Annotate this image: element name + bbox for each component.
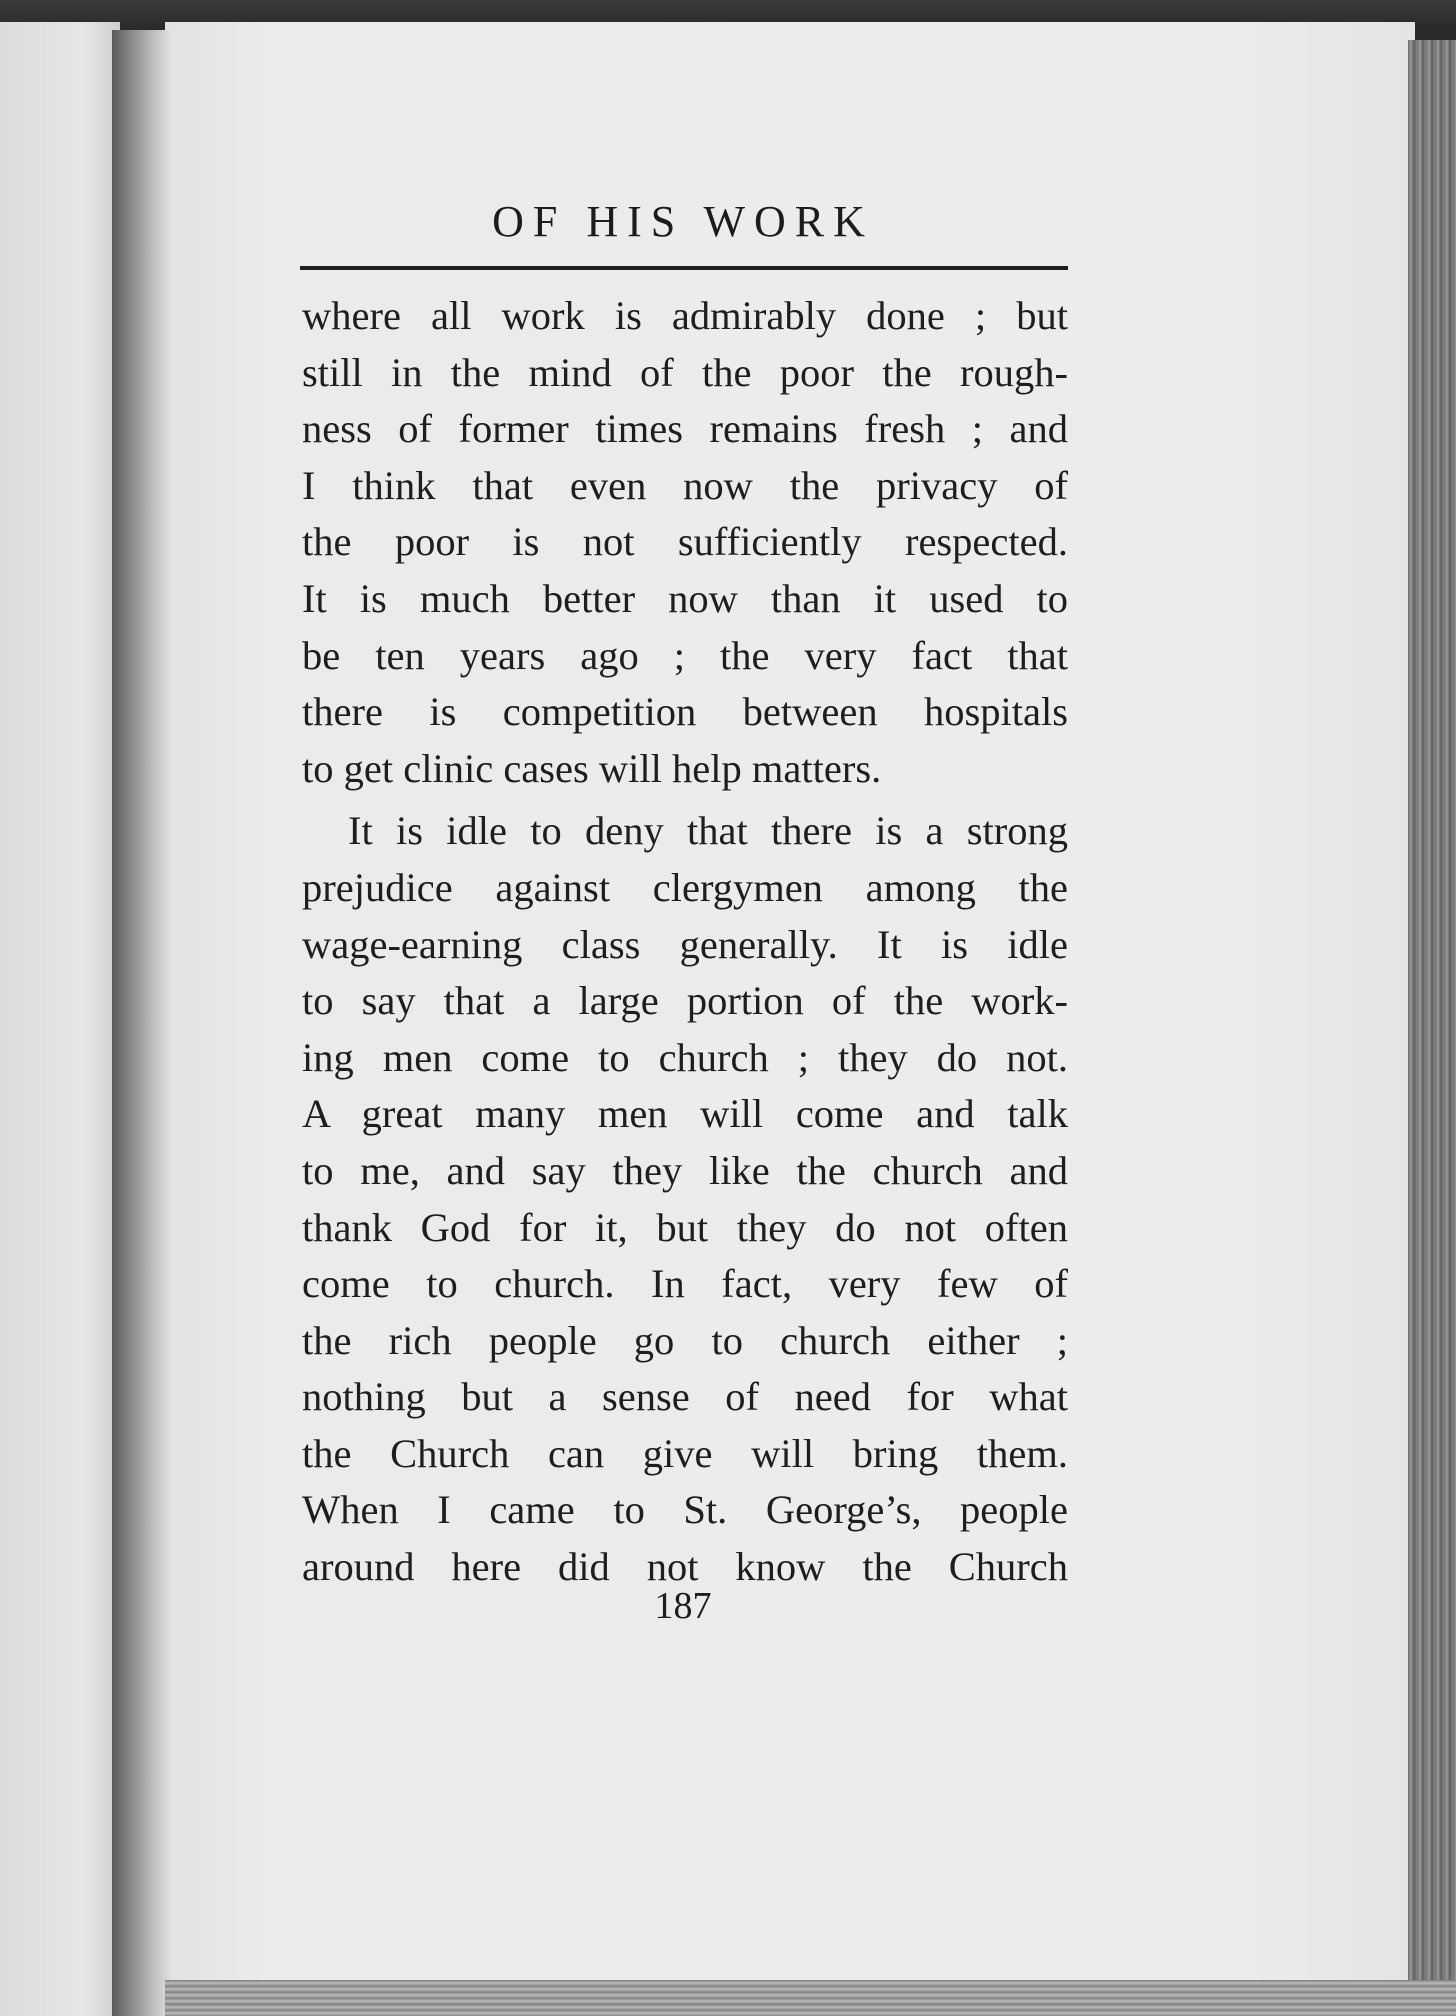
paragraph-2 [302, 803, 1068, 1595]
text-line: be ten years ago ; the very fact that [302, 632, 1068, 678]
text-line: the rich people go to church either ; [302, 1317, 1068, 1363]
text-line: ing men come to church ; they do not. [302, 1034, 1068, 1080]
text-line: It is much better now than it used to [302, 575, 1068, 621]
text-line: there is competition between hospitals [302, 689, 1068, 735]
text-line: the Church can give will bring them. [302, 1430, 1068, 1476]
text-line: wage-earning class generally. It is idle [302, 921, 1068, 967]
running-head: OF HIS WORK [492, 197, 874, 246]
text-line: It is idle to deny that there is a strong [348, 808, 1068, 854]
text-line: to me, and say they like the church and [302, 1147, 1068, 1193]
text-line: nothing but a sense of need for what [302, 1374, 1068, 1420]
text-line: around here did not know the Church [302, 1544, 1068, 1590]
paragraph-1 [302, 288, 1068, 797]
page-gutter-shadow [112, 30, 170, 2016]
facing-page-edge [0, 22, 120, 2016]
text-line: ness of former times remains fresh ; and [302, 406, 1068, 452]
text-line: to get clinic cases will help matters. [302, 745, 882, 791]
text-line: thank God for it, but they do not often [302, 1204, 1068, 1250]
text-line: I think that even now the privacy of [302, 462, 1068, 508]
text-line: the poor is not sufficiently respected. [302, 519, 1068, 565]
page-bottom-edge [165, 1980, 1456, 2016]
text-line: still in the mind of the poor the rough- [302, 349, 1068, 395]
text-line: come to church. In fact, very few of [302, 1261, 1068, 1307]
text-line: to say that a large portion of the work- [302, 978, 1068, 1024]
page-fore-edge [1408, 40, 1456, 2016]
text-line: A great many men will come and talk [302, 1091, 1068, 1137]
body-text [302, 288, 1068, 1596]
text-line: where all work is admirably done ; but [302, 293, 1068, 338]
text-line: prejudice against clergymen among the [302, 864, 1068, 910]
page-number: 187 [654, 1585, 712, 1627]
text-line: When I came to St. George’s, people [302, 1487, 1068, 1533]
running-head-rule [300, 266, 1068, 270]
